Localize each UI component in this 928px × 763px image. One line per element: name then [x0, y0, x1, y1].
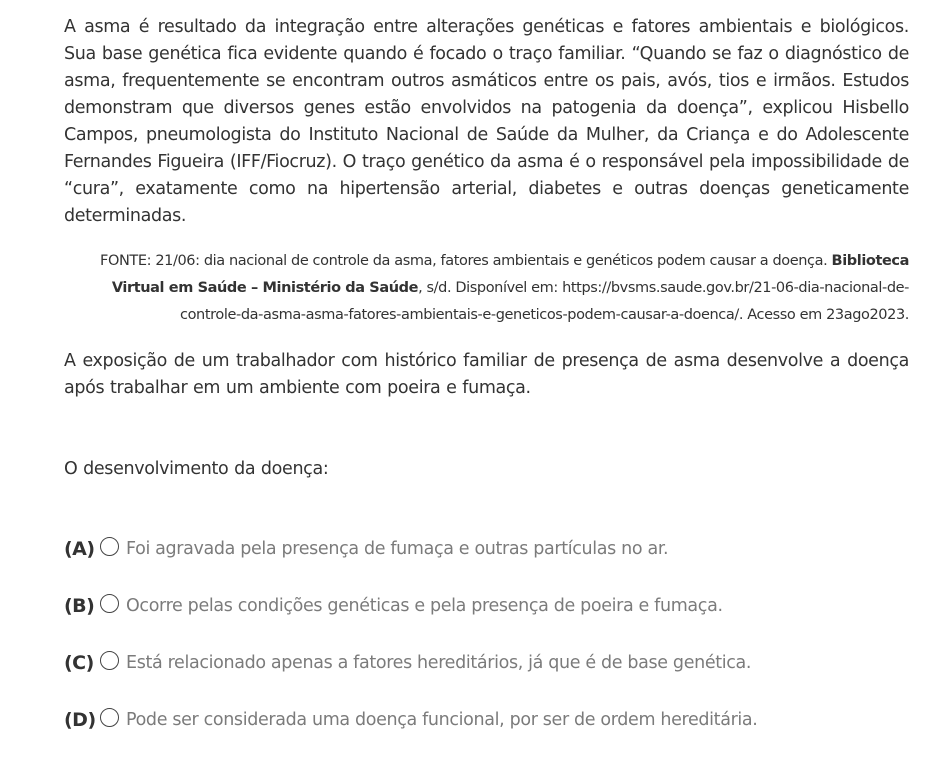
option-c[interactable] — [64, 649, 909, 677]
option-a[interactable] — [64, 535, 909, 563]
source-citation — [64, 248, 909, 329]
passage-text: A asma é resultado da integração entre alterações genéticas e fatores ambientais e biológicos. Sua base genética fica evidente quando é focado o traço familiar. “Quando se faz o diagnóstico de asma, frequentemente se encontram outros asmáticos entre os pais, avós, tios e irmãos. Estudos demonstram que diversos genes estão envolvidos na patogenia da doença”, explicou Hisbello Campos, pneumologista do Instituto Nacional de Saúde da Mulher, da Criança e do Adolescente Fernandes Figueira (IFF/Fiocruz). O traço genético da asma é o responsável pela impossibilidade de “cura”, exatamente como na hipertensão arterial, diabetes e outras doenças geneticamente determinadas. — [64, 17, 909, 226]
radio-button[interactable] — [100, 651, 119, 670]
option-letter: (A) — [64, 538, 95, 560]
option-text[interactable]: Pode ser considerada uma doença funcional, por ser de ordem hereditária. — [126, 710, 758, 730]
source-prefix: FONTE: 21/06: dia nacional de controle da asma, fatores ambientais e genéticos podem causar a doença. — [100, 253, 832, 269]
radio-button[interactable] — [100, 708, 119, 727]
option-text[interactable]: Está relacionado apenas a fatores hereditários, já que é de base genética. — [126, 653, 752, 673]
scenario-text: A exposição de um trabalhador com histórico familiar de presença de asma desenvolve a doença após trabalhar em um ambiente com poeira e fumaça. — [64, 351, 909, 398]
option-b[interactable] — [64, 592, 909, 620]
question-prompt: O desenvolvimento da doença: — [64, 459, 329, 479]
option-letter: (D) — [64, 709, 96, 731]
option-text[interactable]: Foi agravada pela presença de fumaça e outras partículas no ar. — [126, 539, 669, 559]
option-letter: (B) — [64, 595, 95, 617]
option-d[interactable] — [64, 706, 909, 734]
source-suffix: , s/d. Disponível em: https://bvsms.saude.gov.br/21-06-dia-nacional-de-controle-da-asma-asma-fatores-ambientais-e-geneticos-podem-causar-a-doenca/. Acesso em 23ago2023. — [180, 280, 909, 323]
source-publisher: Biblioteca Virtual em Saúde – Ministério da Saúde — [111, 253, 909, 296]
radio-button[interactable] — [100, 594, 119, 613]
question-content — [64, 14, 909, 763]
option-text[interactable]: Ocorre pelas condições genéticas e pela presença de poeira e fumaça. — [126, 596, 723, 616]
radio-button[interactable] — [100, 537, 119, 556]
option-letter: (C) — [64, 652, 94, 674]
answer-options — [64, 535, 909, 734]
